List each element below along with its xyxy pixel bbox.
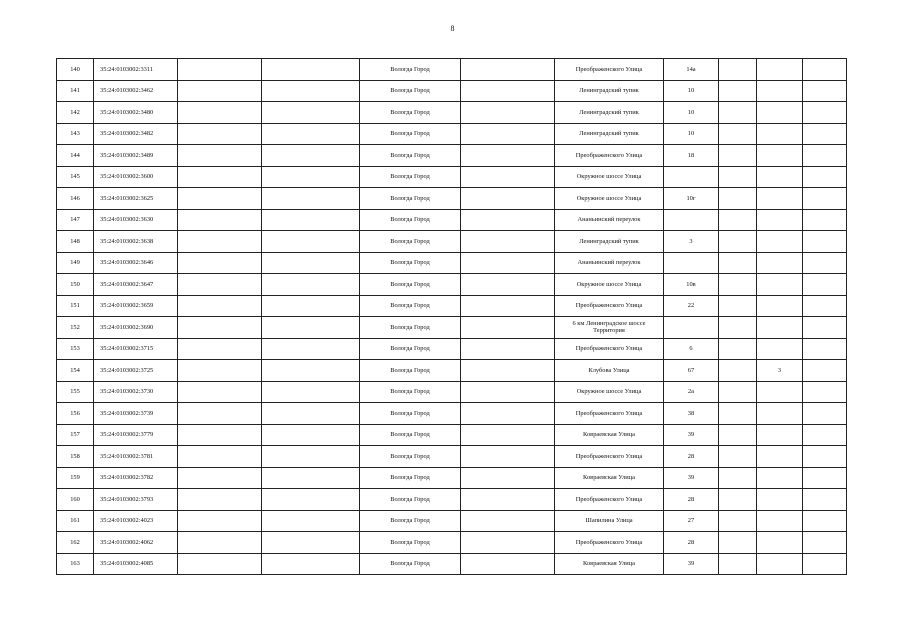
building-number-cell	[757, 553, 803, 575]
blank-cell-6	[461, 166, 555, 188]
blank-cell-4	[262, 381, 360, 403]
blank-cell-4	[262, 188, 360, 210]
blank-cell-3	[178, 317, 262, 339]
blank-cell-6	[461, 553, 555, 575]
blank-cell-4	[262, 553, 360, 575]
table-row	[57, 424, 847, 446]
blank-cell-3	[178, 274, 262, 296]
street-cell: Преображенского Улица	[555, 338, 664, 360]
blank-cell-11	[803, 59, 847, 81]
blank-cell-3	[178, 252, 262, 274]
table-row	[57, 252, 847, 274]
row-number-cell: 148	[57, 231, 94, 253]
cadastral-number-cell: 35:24:0103002:3480	[94, 102, 178, 124]
blank-cell-11	[803, 123, 847, 145]
blank-cell-6	[461, 317, 555, 339]
city-cell: Вологда Город	[360, 252, 461, 274]
street-cell: Ананьинский переулок	[555, 209, 664, 231]
house-number-cell: 10в	[664, 274, 719, 296]
blank-cell-4	[262, 467, 360, 489]
city-cell: Вологда Город	[360, 510, 461, 532]
blank-cell-3	[178, 381, 262, 403]
blank-cell-3	[178, 446, 262, 468]
blank-cell-6	[461, 188, 555, 210]
blank-cell-9	[719, 317, 757, 339]
cadastral-number-cell: 35:24:0103002:3739	[94, 403, 178, 425]
blank-cell-3	[178, 59, 262, 81]
blank-cell-9	[719, 59, 757, 81]
blank-cell-11	[803, 145, 847, 167]
blank-cell-3	[178, 424, 262, 446]
blank-cell-4	[262, 489, 360, 511]
street-cell: Окружное шоссе Улица	[555, 381, 664, 403]
building-number-cell	[757, 102, 803, 124]
house-number-cell: 39	[664, 553, 719, 575]
blank-cell-11	[803, 424, 847, 446]
blank-cell-4	[262, 317, 360, 339]
blank-cell-6	[461, 338, 555, 360]
blank-cell-3	[178, 188, 262, 210]
table-body	[57, 59, 847, 575]
row-number-cell: 144	[57, 145, 94, 167]
blank-cell-4	[262, 403, 360, 425]
blank-cell-9	[719, 102, 757, 124]
row-number-cell: 158	[57, 446, 94, 468]
blank-cell-6	[461, 59, 555, 81]
table-row	[57, 166, 847, 188]
blank-cell-9	[719, 381, 757, 403]
table-row	[57, 532, 847, 554]
building-number-cell	[757, 80, 803, 102]
blank-cell-3	[178, 295, 262, 317]
house-number-cell	[664, 166, 719, 188]
cadastral-number-cell: 35:24:0103002:3690	[94, 317, 178, 339]
table-row	[57, 274, 847, 296]
blank-cell-9	[719, 553, 757, 575]
street-cell: Преображенского Улица	[555, 532, 664, 554]
blank-cell-6	[461, 231, 555, 253]
house-number-cell: 22	[664, 295, 719, 317]
page-number: 8	[450, 24, 455, 33]
table-row	[57, 295, 847, 317]
house-number-cell: 67	[664, 360, 719, 382]
blank-cell-6	[461, 252, 555, 274]
blank-cell-3	[178, 489, 262, 511]
building-number-cell	[757, 532, 803, 554]
blank-cell-11	[803, 338, 847, 360]
building-number-cell	[757, 424, 803, 446]
house-number-cell: 39	[664, 467, 719, 489]
blank-cell-4	[262, 274, 360, 296]
blank-cell-11	[803, 532, 847, 554]
table-row	[57, 209, 847, 231]
building-number-cell	[757, 252, 803, 274]
row-number-cell: 154	[57, 360, 94, 382]
building-number-cell	[757, 295, 803, 317]
blank-cell-4	[262, 532, 360, 554]
city-cell: Вологда Город	[360, 489, 461, 511]
building-number-cell	[757, 317, 803, 339]
blank-cell-11	[803, 446, 847, 468]
street-cell: Ленинградский тупик	[555, 102, 664, 124]
blank-cell-3	[178, 467, 262, 489]
city-cell: Вологда Город	[360, 166, 461, 188]
cadastral-number-cell: 35:24:0103002:3311	[94, 59, 178, 81]
blank-cell-4	[262, 510, 360, 532]
blank-cell-6	[461, 403, 555, 425]
blank-cell-11	[803, 231, 847, 253]
house-number-cell: 2а	[664, 381, 719, 403]
street-cell: Ленинградский тупик	[555, 80, 664, 102]
house-number-cell	[664, 209, 719, 231]
street-cell: Ленинградский тупик	[555, 231, 664, 253]
street-cell: Шапилина Улица	[555, 510, 664, 532]
house-number-cell: 3	[664, 231, 719, 253]
blank-cell-4	[262, 295, 360, 317]
blank-cell-4	[262, 59, 360, 81]
blank-cell-4	[262, 102, 360, 124]
blank-cell-6	[461, 102, 555, 124]
row-number-cell: 155	[57, 381, 94, 403]
building-number-cell	[757, 338, 803, 360]
city-cell: Вологда Город	[360, 231, 461, 253]
cadastral-number-cell: 35:24:0103002:4085	[94, 553, 178, 575]
blank-cell-9	[719, 274, 757, 296]
street-cell: Преображенского Улица	[555, 403, 664, 425]
cadastral-number-cell: 35:24:0103002:3625	[94, 188, 178, 210]
city-cell: Вологда Город	[360, 102, 461, 124]
street-cell: Ананьинский переулок	[555, 252, 664, 274]
cadastral-number-cell: 35:24:0103002:3638	[94, 231, 178, 253]
table-row	[57, 403, 847, 425]
row-number-cell: 141	[57, 80, 94, 102]
city-cell: Вологда Город	[360, 338, 461, 360]
table-row	[57, 231, 847, 253]
building-number-cell	[757, 188, 803, 210]
city-cell: Вологда Город	[360, 80, 461, 102]
table-row	[57, 102, 847, 124]
table-row	[57, 123, 847, 145]
table-row	[57, 553, 847, 575]
city-cell: Вологда Город	[360, 360, 461, 382]
blank-cell-4	[262, 446, 360, 468]
street-cell: Преображенского Улица	[555, 489, 664, 511]
building-number-cell: 3	[757, 360, 803, 382]
street-cell: Преображенского Улица	[555, 59, 664, 81]
table-row	[57, 317, 847, 339]
city-cell: Вологда Город	[360, 532, 461, 554]
blank-cell-6	[461, 381, 555, 403]
blank-cell-9	[719, 489, 757, 511]
street-cell: Преображенского Улица	[555, 446, 664, 468]
blank-cell-9	[719, 424, 757, 446]
table-row	[57, 80, 847, 102]
city-cell: Вологда Город	[360, 274, 461, 296]
cadastral-number-cell: 35:24:0103002:3482	[94, 123, 178, 145]
cadastral-number-cell: 35:24:0103002:3715	[94, 338, 178, 360]
table-row	[57, 381, 847, 403]
street-cell: 6 км Ленинградское шоссе Территория	[555, 317, 664, 339]
blank-cell-3	[178, 102, 262, 124]
building-number-cell	[757, 467, 803, 489]
blank-cell-6	[461, 467, 555, 489]
blank-cell-4	[262, 145, 360, 167]
building-number-cell	[757, 510, 803, 532]
row-number-cell: 163	[57, 553, 94, 575]
blank-cell-11	[803, 166, 847, 188]
cadastral-number-cell: 35:24:0103002:3730	[94, 381, 178, 403]
blank-cell-11	[803, 252, 847, 274]
blank-cell-9	[719, 403, 757, 425]
cadastral-number-cell: 35:24:0103002:4023	[94, 510, 178, 532]
cadastral-number-cell: 35:24:0103002:3781	[94, 446, 178, 468]
city-cell: Вологда Город	[360, 467, 461, 489]
cadastral-number-cell: 35:24:0103002:3659	[94, 295, 178, 317]
table-row	[57, 467, 847, 489]
blank-cell-9	[719, 295, 757, 317]
table-row	[57, 446, 847, 468]
house-number-cell: 14а	[664, 59, 719, 81]
house-number-cell: 28	[664, 446, 719, 468]
blank-cell-11	[803, 403, 847, 425]
blank-cell-3	[178, 403, 262, 425]
house-number-cell: 27	[664, 510, 719, 532]
blank-cell-6	[461, 295, 555, 317]
blank-cell-9	[719, 145, 757, 167]
building-number-cell	[757, 381, 803, 403]
blank-cell-11	[803, 274, 847, 296]
street-cell: Окружное шоссе Улица	[555, 188, 664, 210]
blank-cell-9	[719, 166, 757, 188]
table-row	[57, 489, 847, 511]
house-number-cell: 6	[664, 338, 719, 360]
building-number-cell	[757, 166, 803, 188]
row-number-cell: 161	[57, 510, 94, 532]
row-number-cell: 143	[57, 123, 94, 145]
table-row	[57, 338, 847, 360]
house-number-cell: 10	[664, 102, 719, 124]
table-row	[57, 360, 847, 382]
blank-cell-9	[719, 209, 757, 231]
row-number-cell: 140	[57, 59, 94, 81]
blank-cell-9	[719, 510, 757, 532]
blank-cell-3	[178, 80, 262, 102]
table-row	[57, 59, 847, 81]
city-cell: Вологда Город	[360, 317, 461, 339]
row-number-cell: 149	[57, 252, 94, 274]
cadastral-number-cell: 35:24:0103002:4062	[94, 532, 178, 554]
house-number-cell: 28	[664, 532, 719, 554]
city-cell: Вологда Город	[360, 209, 461, 231]
blank-cell-6	[461, 510, 555, 532]
blank-cell-6	[461, 532, 555, 554]
blank-cell-11	[803, 489, 847, 511]
blank-cell-6	[461, 489, 555, 511]
blank-cell-6	[461, 274, 555, 296]
blank-cell-3	[178, 553, 262, 575]
blank-cell-3	[178, 338, 262, 360]
cadastral-number-cell: 35:24:0103002:3647	[94, 274, 178, 296]
street-cell: Ковраевская Улица	[555, 553, 664, 575]
table-row	[57, 145, 847, 167]
street-cell: Клубова Улица	[555, 360, 664, 382]
blank-cell-4	[262, 252, 360, 274]
blank-cell-6	[461, 123, 555, 145]
blank-cell-6	[461, 80, 555, 102]
building-number-cell	[757, 209, 803, 231]
blank-cell-9	[719, 532, 757, 554]
street-cell: Ленинградский тупик	[555, 123, 664, 145]
blank-cell-3	[178, 231, 262, 253]
blank-cell-4	[262, 338, 360, 360]
building-number-cell	[757, 274, 803, 296]
city-cell: Вологда Город	[360, 446, 461, 468]
city-cell: Вологда Город	[360, 123, 461, 145]
building-number-cell	[757, 123, 803, 145]
street-cell: Преображенского Улица	[555, 145, 664, 167]
city-cell: Вологда Город	[360, 145, 461, 167]
blank-cell-9	[719, 467, 757, 489]
blank-cell-11	[803, 188, 847, 210]
row-number-cell: 145	[57, 166, 94, 188]
cadastral-number-cell: 35:24:0103002:3646	[94, 252, 178, 274]
blank-cell-9	[719, 231, 757, 253]
cadastral-number-cell: 35:24:0103002:3793	[94, 489, 178, 511]
city-cell: Вологда Город	[360, 188, 461, 210]
row-number-cell: 152	[57, 317, 94, 339]
street-cell: Ковраевская Улица	[555, 467, 664, 489]
cadastral-number-cell: 35:24:0103002:3725	[94, 360, 178, 382]
row-number-cell: 159	[57, 467, 94, 489]
cadastral-number-cell: 35:24:0103002:3462	[94, 80, 178, 102]
row-number-cell: 147	[57, 209, 94, 231]
house-number-cell: 10г	[664, 188, 719, 210]
house-number-cell: 10	[664, 123, 719, 145]
city-cell: Вологда Город	[360, 424, 461, 446]
blank-cell-3	[178, 145, 262, 167]
blank-cell-9	[719, 338, 757, 360]
blank-cell-11	[803, 553, 847, 575]
building-number-cell	[757, 446, 803, 468]
blank-cell-6	[461, 446, 555, 468]
blank-cell-4	[262, 360, 360, 382]
blank-cell-4	[262, 231, 360, 253]
blank-cell-4	[262, 424, 360, 446]
blank-cell-4	[262, 123, 360, 145]
blank-cell-11	[803, 467, 847, 489]
blank-cell-4	[262, 209, 360, 231]
house-number-cell: 39	[664, 424, 719, 446]
blank-cell-3	[178, 510, 262, 532]
blank-cell-9	[719, 446, 757, 468]
house-number-cell: 28	[664, 489, 719, 511]
building-number-cell	[757, 145, 803, 167]
blank-cell-3	[178, 360, 262, 382]
blank-cell-6	[461, 145, 555, 167]
row-number-cell: 157	[57, 424, 94, 446]
cadastral-number-cell: 35:24:0103002:3600	[94, 166, 178, 188]
blank-cell-3	[178, 166, 262, 188]
street-cell: Окружное шоссе Улица	[555, 274, 664, 296]
blank-cell-11	[803, 102, 847, 124]
row-number-cell: 142	[57, 102, 94, 124]
house-number-cell	[664, 252, 719, 274]
building-number-cell	[757, 59, 803, 81]
row-number-cell: 150	[57, 274, 94, 296]
blank-cell-3	[178, 123, 262, 145]
row-number-cell: 153	[57, 338, 94, 360]
blank-cell-4	[262, 166, 360, 188]
blank-cell-9	[719, 252, 757, 274]
row-number-cell: 162	[57, 532, 94, 554]
city-cell: Вологда Город	[360, 59, 461, 81]
blank-cell-6	[461, 209, 555, 231]
blank-cell-4	[262, 80, 360, 102]
cadastral-number-cell: 35:24:0103002:3782	[94, 467, 178, 489]
city-cell: Вологда Город	[360, 553, 461, 575]
city-cell: Вологда Город	[360, 295, 461, 317]
address-table	[56, 58, 847, 575]
blank-cell-6	[461, 360, 555, 382]
blank-cell-11	[803, 317, 847, 339]
row-number-cell: 151	[57, 295, 94, 317]
blank-cell-11	[803, 209, 847, 231]
house-number-cell	[664, 317, 719, 339]
house-number-cell: 10	[664, 80, 719, 102]
row-number-cell: 160	[57, 489, 94, 511]
blank-cell-11	[803, 360, 847, 382]
building-number-cell	[757, 489, 803, 511]
table-row	[57, 188, 847, 210]
house-number-cell: 38	[664, 403, 719, 425]
street-cell: Ковраевская Улица	[555, 424, 664, 446]
blank-cell-9	[719, 188, 757, 210]
row-number-cell: 156	[57, 403, 94, 425]
city-cell: Вологда Город	[360, 381, 461, 403]
cadastral-number-cell: 35:24:0103002:3489	[94, 145, 178, 167]
blank-cell-9	[719, 80, 757, 102]
building-number-cell	[757, 403, 803, 425]
blank-cell-9	[719, 360, 757, 382]
table-row	[57, 510, 847, 532]
blank-cell-11	[803, 381, 847, 403]
blank-cell-9	[719, 123, 757, 145]
blank-cell-11	[803, 80, 847, 102]
blank-cell-3	[178, 209, 262, 231]
cadastral-number-cell: 35:24:0103002:3630	[94, 209, 178, 231]
house-number-cell: 18	[664, 145, 719, 167]
blank-cell-6	[461, 424, 555, 446]
city-cell: Вологда Город	[360, 403, 461, 425]
blank-cell-11	[803, 295, 847, 317]
blank-cell-11	[803, 510, 847, 532]
cadastral-number-cell: 35:24:0103002:3779	[94, 424, 178, 446]
building-number-cell	[757, 231, 803, 253]
street-cell: Преображенского Улица	[555, 295, 664, 317]
blank-cell-3	[178, 532, 262, 554]
street-cell: Окружное шоссе Улица	[555, 166, 664, 188]
row-number-cell: 146	[57, 188, 94, 210]
